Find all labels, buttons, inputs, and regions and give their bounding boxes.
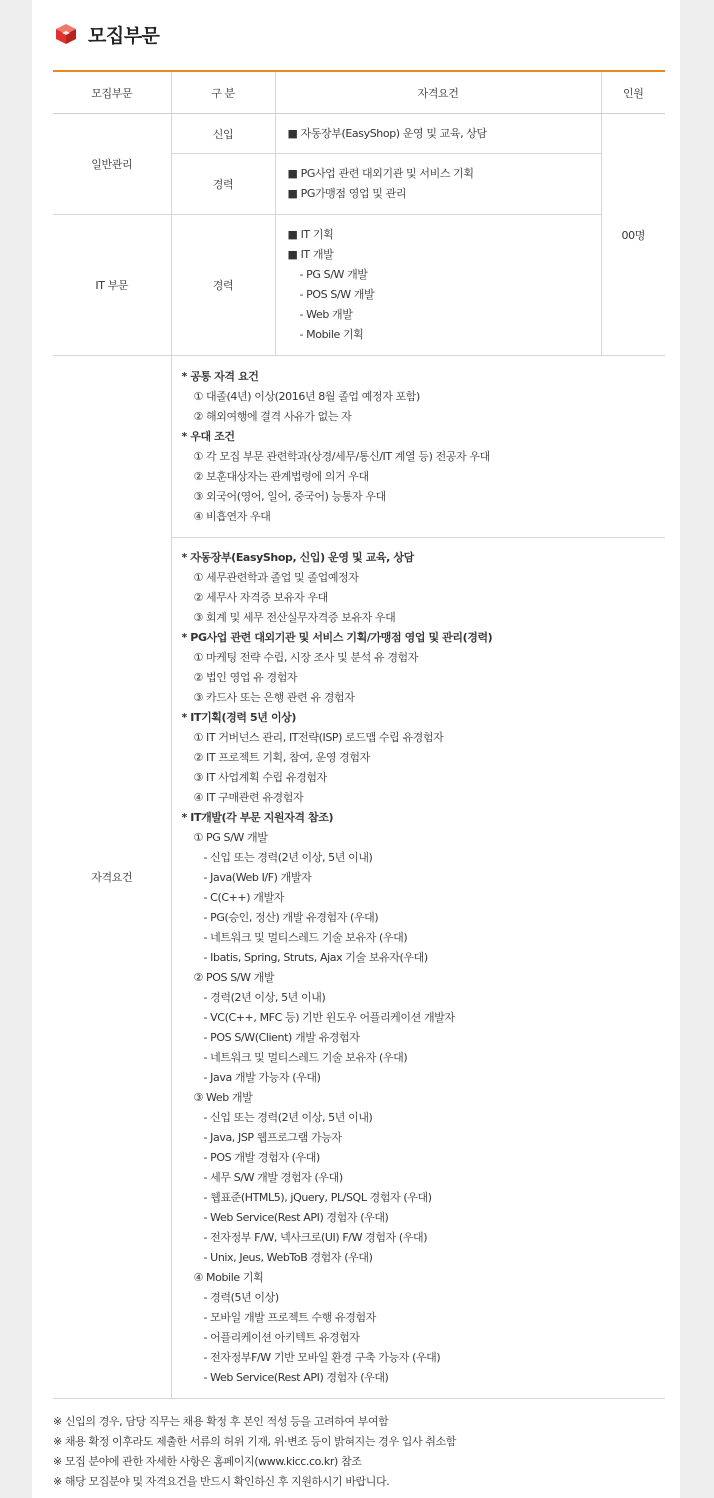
requirement-heading: * 공통 자격 요건 bbox=[181, 369, 259, 383]
requirement-item: ③ Web 개발 bbox=[193, 1091, 253, 1104]
requirement-item: - Java 개발 가능자 (우대) bbox=[203, 1071, 321, 1084]
duty-line: - POS S/W 개발 bbox=[299, 288, 375, 301]
note-line: ※ 신입의 경우, 담당 직무는 채용 확정 후 본인 적성 등을 고려하여 부여함 bbox=[53, 1415, 389, 1428]
duty-line: - Web 개발 bbox=[299, 308, 353, 321]
requirement-item: - POS S/W(Client) 개발 유경험자 bbox=[203, 1031, 360, 1044]
type-cell: 경력 bbox=[171, 154, 275, 215]
duty-cell bbox=[275, 114, 601, 154]
requirement-item: ② 해외여행에 결격 사유가 없는 자 bbox=[193, 409, 352, 423]
type-cell: 신입 bbox=[171, 114, 275, 154]
type-cell: 경력 bbox=[171, 215, 275, 356]
requirement-item: - Web Service(Rest API) 경험자 (우대) bbox=[203, 1371, 389, 1384]
header-headcount: 인원 bbox=[601, 71, 665, 114]
note-line: ※ 해당 모집분야 및 자격요건을 반드시 확인하신 후 지원하시기 바랍니다. bbox=[53, 1475, 390, 1488]
requirement-item: ③ 회계 및 세무 전산실무자격증 보유자 우대 bbox=[193, 611, 396, 624]
requirement-item: - VC(C++, MFC 등) 기반 윈도우 어플리케이션 개발자 bbox=[203, 1011, 455, 1024]
header-qualification: 자격요건 bbox=[275, 71, 601, 114]
requirement-heading: * IT개발(각 부문 지원자격 참조) bbox=[181, 811, 334, 824]
requirement-heading: * PG사업 관련 대외기관 및 서비스 기획/가맹점 영업 및 관리(경력) bbox=[181, 631, 493, 644]
duty-line: ■ PG가맹점 영업 및 관리 bbox=[287, 187, 407, 200]
section-title: 모집부문 bbox=[88, 24, 160, 47]
note-line: ※ 모집 분야에 관한 자세한 사항은 홈페이지(www.kicc.co.kr) 참조 bbox=[53, 1455, 362, 1468]
requirement-item: - 네트워크 및 멀티스레드 기술 보유자 (우대) bbox=[203, 1051, 408, 1064]
requirement-item: ② 보훈대상자는 관계법령에 의거 우대 bbox=[193, 469, 369, 483]
requirement-item: ② IT 프로젝트 기획, 참여, 운영 경험자 bbox=[193, 751, 370, 764]
table-header-row bbox=[53, 71, 665, 114]
requirement-item: ④ Mobile 기획 bbox=[193, 1271, 264, 1284]
specific-requirements bbox=[172, 538, 666, 1398]
requirement-item: ③ 카드사 또는 은행 관련 유 경험자 bbox=[193, 691, 355, 704]
requirement-item: ① 각 모집 부문 관련학과(상경/세무/통신/IT 계열 등) 전공자 우대 bbox=[193, 449, 490, 463]
requirement-heading: * 우대 조건 bbox=[181, 429, 235, 443]
duty-line: ■ 자동장부(EasyShop) 운영 및 교육, 상담 bbox=[287, 126, 487, 140]
requirement-item: - 전자정부 F/W, 넥사크로(UI) F/W 경험자 (우대) bbox=[203, 1231, 428, 1244]
duty-line: ■ PG사업 관련 대외기관 및 서비스 기획 bbox=[287, 167, 474, 180]
requirement-item: ④ IT 구매관련 유경험자 bbox=[193, 791, 304, 804]
requirement-heading: * IT기획(경력 5년 이상) bbox=[181, 711, 297, 724]
requirement-item: ① 대졸(4년) 이상(2016년 8월 졸업 예정자 포함) bbox=[193, 389, 420, 403]
requirement-item: - 세무 S/W 개발 경험자 (우대) bbox=[203, 1171, 343, 1184]
duty-line: ■ IT 개발 bbox=[287, 248, 334, 261]
requirement-item: - PG(승인, 정산) 개발 유경험자 (우대) bbox=[203, 911, 379, 924]
requirement-item: ① 마케팅 전략 수립, 시장 조사 및 분석 유 경험자 bbox=[193, 651, 418, 664]
page bbox=[32, 0, 680, 1498]
requirement-item: - 신입 또는 경력(2년 이상, 5년 이내) bbox=[203, 851, 373, 864]
requirement-item: - 신입 또는 경력(2년 이상, 5년 이내) bbox=[203, 1111, 373, 1124]
requirement-item: ② POS S/W 개발 bbox=[193, 971, 275, 984]
requirement-item: ③ 외국어(영어, 일어, 중국어) 능통자 우대 bbox=[193, 489, 386, 503]
requirement-item: - Web Service(Rest API) 경험자 (우대) bbox=[203, 1211, 389, 1224]
requirement-heading: * 자동장부(EasyShop, 신입) 운영 및 교육, 상담 bbox=[181, 551, 414, 564]
section-heading bbox=[54, 16, 159, 52]
specific-requirements-cell bbox=[171, 538, 665, 1399]
requirement-item: ② 법인 영업 유 경험자 bbox=[193, 671, 298, 684]
requirement-item: ① PG S/W 개발 bbox=[193, 831, 268, 844]
requirement-item: - 네트워크 및 멀티스레드 기술 보유자 (우대) bbox=[203, 931, 408, 944]
requirement-item: - 경력(5년 이상) bbox=[203, 1291, 279, 1304]
requirement-item: - POS 개발 경험자 (우대) bbox=[203, 1151, 320, 1164]
common-requirements bbox=[172, 357, 666, 537]
duty-cell bbox=[275, 154, 601, 215]
requirement-item: - 어플리케이션 아키텍트 유경험자 bbox=[203, 1331, 360, 1344]
qualification-label-cell: 자격요건 bbox=[53, 356, 171, 1399]
table-row bbox=[53, 215, 665, 356]
requirement-item: - 웹표준(HTML5), jQuery, PL/SQL 경험자 (우대) bbox=[203, 1191, 432, 1204]
header-type: 구 분 bbox=[171, 71, 275, 114]
requirement-item: - Unix, Jeus, WebToB 경험자 (우대) bbox=[203, 1251, 373, 1264]
requirement-item: - 전자정부F/W 기반 모바일 환경 구축 가능자 (우대) bbox=[203, 1351, 441, 1364]
headcount-cell: 00명 bbox=[601, 114, 665, 356]
recruit-table bbox=[53, 70, 665, 1399]
common-requirements-cell bbox=[171, 356, 665, 538]
duty-line: - Mobile 기획 bbox=[299, 328, 364, 341]
duty-line: ■ IT 기획 bbox=[287, 228, 334, 241]
requirement-item: - Java(Web I/F) 개발자 bbox=[203, 871, 312, 884]
requirement-item: ② 세무사 자격증 보유자 우대 bbox=[193, 591, 328, 604]
department-cell: 일반관리 bbox=[53, 114, 171, 215]
duty-line: - PG S/W 개발 bbox=[299, 268, 368, 281]
requirement-item: ③ IT 사업계획 수립 유경험자 bbox=[193, 771, 327, 784]
requirement-item: ④ 비흡연자 우대 bbox=[193, 509, 271, 523]
table-row bbox=[53, 114, 665, 154]
cube-icon bbox=[54, 22, 78, 46]
note-line: ※ 채용 확정 이후라도 제출한 서류의 허위 기재, 위·변조 등이 밝혀지는 경우 입사 취소함 bbox=[53, 1435, 456, 1448]
table-row bbox=[53, 356, 665, 538]
requirement-item: - 경력(2년 이상, 5년 이내) bbox=[203, 991, 326, 1004]
requirement-item: ① 세무관련학과 졸업 및 졸업예정자 bbox=[193, 571, 359, 584]
department-cell: IT 부문 bbox=[53, 215, 171, 356]
duty-cell bbox=[275, 215, 601, 356]
requirement-item: - Java, JSP 웹프로그램 가능자 bbox=[203, 1131, 342, 1144]
requirement-item: - C(C++) 개발자 bbox=[203, 891, 284, 904]
notes bbox=[53, 1412, 665, 1492]
header-department: 모집부문 bbox=[53, 71, 171, 114]
requirement-item: - Ibatis, Spring, Struts, Ajax 기술 보유자(우대) bbox=[203, 951, 428, 964]
requirement-item: ① IT 거버넌스 관리, IT전략(ISP) 로드맵 수립 유경험자 bbox=[193, 731, 444, 744]
requirement-item: - 모바일 개발 프로젝트 수행 유경험자 bbox=[203, 1311, 376, 1324]
